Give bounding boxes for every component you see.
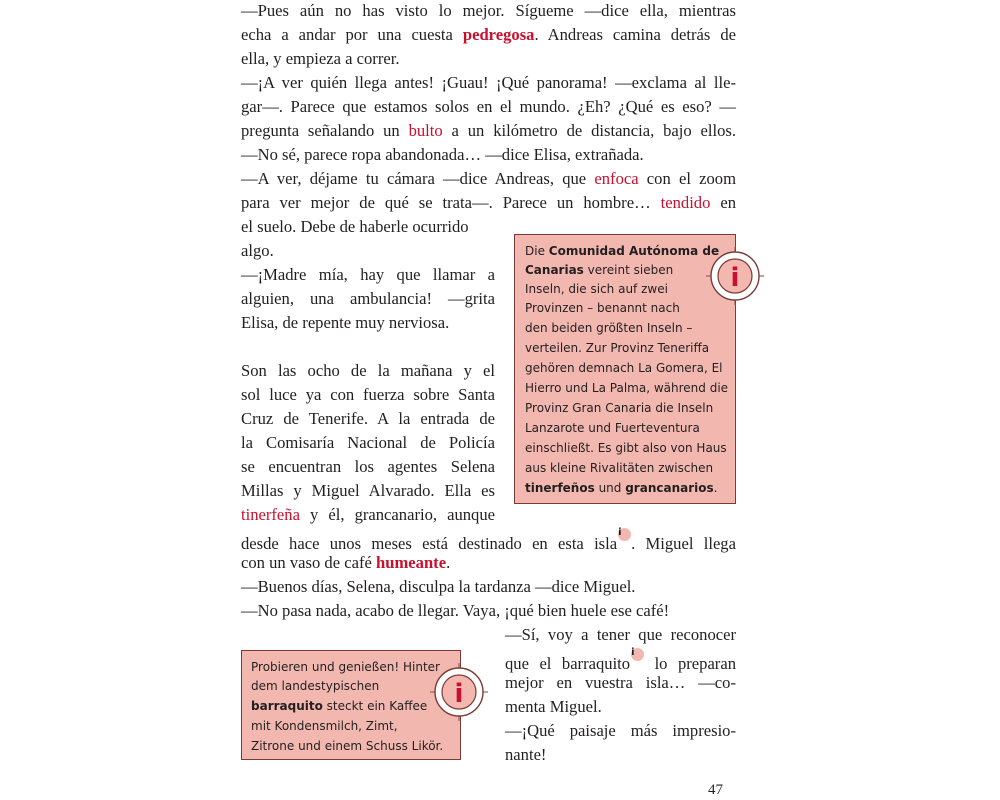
text-line: Millas y Miguel Alvarado. Ella es bbox=[241, 481, 495, 500]
text-line: tinerfeña y él, grancanario, aunque bbox=[241, 505, 495, 524]
text-line: se encuentran los agentes Selena bbox=[241, 457, 495, 476]
text-line: algo. bbox=[241, 241, 274, 260]
info-box-line: barraquito steckt ein Kaffee bbox=[251, 699, 428, 713]
text-line: la Comisaría Nacional de Policía bbox=[241, 433, 495, 452]
text-line: ella, y empieza a correr. bbox=[241, 49, 400, 68]
info-box-line: mit Kondensmilch, Zimt, bbox=[251, 719, 398, 733]
text-line: que el barraquito i lo preparan bbox=[505, 647, 736, 673]
info-box-line: gehören demnach La Gomera, El bbox=[525, 361, 723, 375]
info-box-line: Canarias vereint sieben bbox=[525, 263, 674, 277]
text-line: —Buenos días, Selena, disculpa la tardanza —dice Miguel. bbox=[241, 577, 636, 596]
text-line: —¡A ver quién llega antes! ¡Guau! ¡Qué panorama! —exclama al lle- bbox=[241, 73, 736, 92]
text-line: —No pasa nada, acabo de llegar. Vaya, ¡qué bien huele ese café! bbox=[241, 601, 670, 620]
text-line: Cruz de Tenerife. A la entrada de bbox=[241, 409, 495, 428]
info-marker-icon: i bbox=[618, 528, 631, 541]
text-line: alguien, una ambulancia! —grita bbox=[241, 289, 495, 308]
text-line: mejor en vuestra isla… —co- bbox=[505, 673, 736, 692]
text-line: —Pues aún no has visto lo mejor. Sígueme —dice ella, mientras bbox=[241, 1, 736, 20]
info-box-line: verteilen. Zur Provinz Teneriffa bbox=[525, 341, 710, 355]
svg-text:i: i bbox=[730, 263, 740, 293]
svg-text:i: i bbox=[454, 679, 464, 709]
info-box-line: dem landestypischen bbox=[251, 679, 380, 693]
info-box-line: Hierro und La Palma, während die bbox=[525, 381, 729, 395]
page-number: 47 bbox=[708, 782, 723, 798]
text-line: gar—. Parece que estamos solos en el mundo. ¿Eh? ¿Qué es eso? — bbox=[241, 97, 736, 116]
text-line: con un vaso de café humeante. bbox=[241, 553, 451, 572]
vocab-word: humeante bbox=[376, 553, 447, 572]
text-line: menta Miguel. bbox=[505, 697, 602, 716]
info-box-line: Probieren und genießen! Hinter bbox=[251, 660, 440, 674]
info-box-line: Provinz Gran Canaria die Inseln bbox=[525, 401, 714, 415]
info-box-line: Zitrone und einem Schuss Likör. bbox=[251, 739, 444, 753]
info-marker-icon: i bbox=[631, 648, 644, 661]
text-line: pregunta señalando un bulto a un kilómetro de distancia, bajo ellos. bbox=[241, 121, 736, 140]
info-icon bbox=[428, 662, 490, 722]
info-box-line: aus kleine Rivalitäten zwischen bbox=[525, 461, 714, 475]
info-box-line: tinerfeños und grancanarios. bbox=[525, 481, 718, 495]
info-box-line: Inseln, die sich auf zwei bbox=[525, 282, 668, 296]
text-line: desde hace unos meses está destinado en esta isla i . Miguel llega bbox=[241, 527, 736, 553]
text-line: —Sí, voy a tener que reconocer bbox=[505, 625, 736, 644]
text-line: —¡Qué paisaje más impresio- bbox=[505, 721, 736, 740]
text-line: nante! bbox=[505, 745, 547, 764]
text-line: sol luce ya con fuerza sobre Santa bbox=[241, 385, 495, 404]
vocab-word: bulto bbox=[408, 121, 443, 140]
text-line: Son las ocho de la mañana y el bbox=[241, 361, 495, 380]
text-line: Elisa, de repente muy nerviosa. bbox=[241, 313, 450, 332]
text-line: el suelo. Debe de haberle ocurrido bbox=[241, 217, 469, 236]
info-box-line: Provinzen – benannt nach bbox=[525, 301, 680, 315]
info-box-line: einschließt. Es gibt also von Haus bbox=[525, 441, 727, 455]
text-line: —No sé, parece ropa abandonada… —dice Elisa, extrañada. bbox=[241, 145, 644, 164]
vocab-word: tendido bbox=[660, 193, 711, 212]
text-line: echa a andar por una cuesta pedregosa. Andreas camina detrás de bbox=[241, 25, 736, 44]
info-icon bbox=[704, 246, 766, 306]
info-box-line: Lanzarote und Fuerteventura bbox=[525, 421, 700, 435]
text-line: —A ver, déjame tu cámara —dice Andreas, que enfoca con el zoom bbox=[241, 169, 736, 188]
vocab-word: pedregosa bbox=[462, 25, 535, 44]
vocab-word: enfoca bbox=[594, 169, 639, 188]
info-box-line: den beiden größten Inseln – bbox=[525, 321, 693, 335]
info-box-line: Die Comunidad Autónoma de bbox=[525, 244, 720, 258]
text-line: —¡Madre mía, hay que llamar a bbox=[241, 265, 495, 284]
text-line: para ver mejor de qué se trata—. Parece un hombre… tendido en bbox=[241, 193, 737, 212]
vocab-word: tinerfeña bbox=[241, 505, 300, 524]
